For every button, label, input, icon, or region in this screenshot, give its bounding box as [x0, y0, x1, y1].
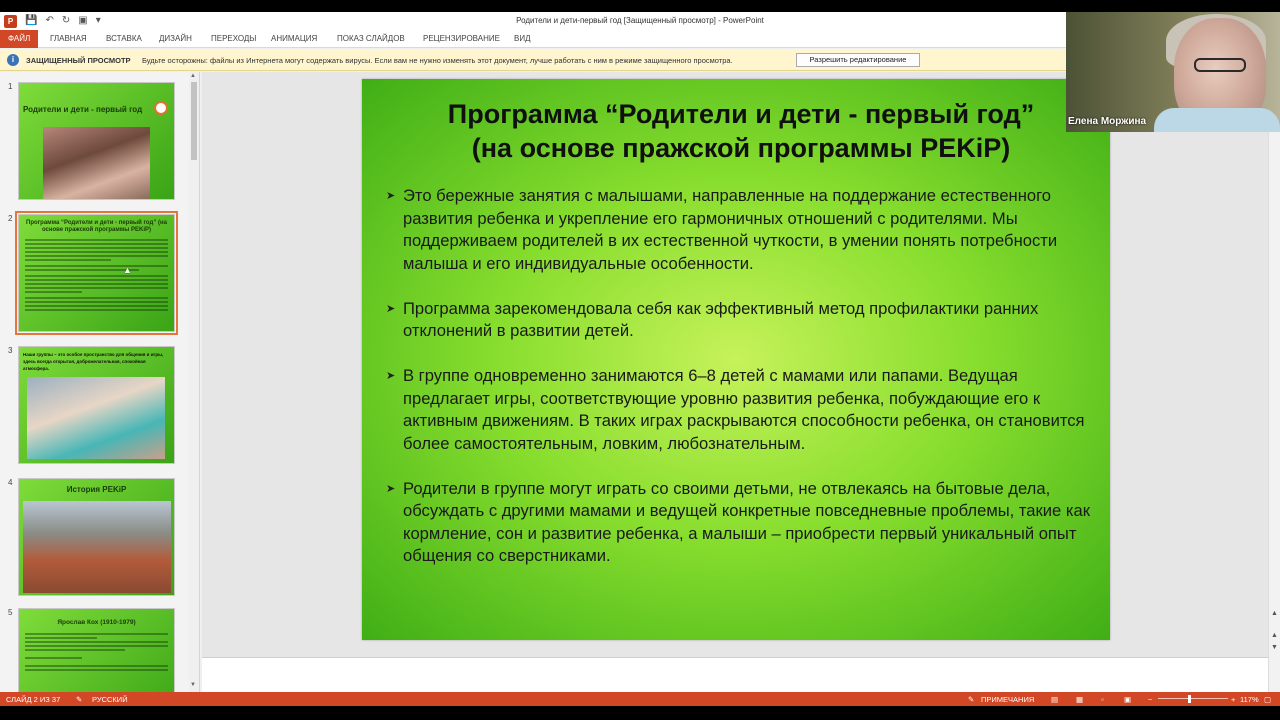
thumb-title: Наши группы – это особое пространство для общения и игры, здесь всегда открытая, доброжелательная, спокойная атмосфера.: [23, 352, 164, 371]
thumb-number: 4: [8, 478, 13, 487]
tab-design[interactable]: ДИЗАЙН: [159, 34, 192, 43]
webcam-glasses: [1194, 58, 1246, 72]
reading-view-icon[interactable]: ▫: [1101, 695, 1104, 704]
thumbnails-scrollbar[interactable]: [189, 72, 199, 692]
slide-thumbnail-2[interactable]: [18, 214, 175, 332]
screen-top-strip: [0, 0, 1280, 12]
tab-animation[interactable]: АНИМАЦИЯ: [271, 34, 318, 43]
arrow-bullet-icon: ➤: [386, 370, 396, 382]
shield-info-icon: i: [7, 54, 19, 66]
participant-name: Елена Моржина: [1068, 116, 1147, 127]
thumb-title: Программа “Родители и дети - первый год” (на основе пражской программы PEKiP): [26, 220, 167, 233]
scroll-up-icon[interactable]: ▲: [1271, 610, 1278, 617]
undo-icon[interactable]: ↶: [45, 15, 54, 26]
tab-home[interactable]: ГЛАВНАЯ: [50, 34, 87, 43]
notes-pane[interactable]: [202, 658, 1268, 692]
bullet-item: [386, 365, 1096, 455]
slide-scrollbar[interactable]: [1268, 72, 1280, 692]
next-slide-icon[interactable]: ▼: [1271, 644, 1278, 651]
prev-slide-icon[interactable]: ▲: [1271, 632, 1278, 639]
webcam-overlay: [1066, 12, 1280, 132]
thumb-number: 5: [8, 608, 13, 617]
slideshow-icon[interactable]: ▣: [78, 15, 88, 26]
bullet-text: В группе одновременно занимаются 6–8 детей с мамами или папами. Ведущая предлагает игры, соответствующие уровню развития ребенка, побуждающие его к активным движениям. В таких играх раскрываются способности ребенка, он становится более самостоятельным, ловким, любознательным.: [403, 366, 1085, 453]
save-icon[interactable]: 💾: [25, 15, 38, 26]
customize-icon[interactable]: ▾: [95, 15, 101, 26]
slide-thumbnail-1[interactable]: [18, 82, 175, 200]
webcam-shirt: [1154, 108, 1280, 132]
thumb-title: Ярослав Кох (1910-1979): [57, 619, 136, 626]
spellcheck-icon[interactable]: ✎: [76, 695, 83, 704]
slide-sorter-icon[interactable]: ▦: [1076, 695, 1084, 704]
language-indicator[interactable]: РУССКИЙ: [92, 695, 128, 704]
thumb-photo: [23, 501, 171, 593]
thumb-text-lines: [25, 239, 168, 313]
slide-title-line-2: (на основе пражской программы PEKiP): [471, 133, 1011, 163]
thumb-title: Родители и дети - первый год: [23, 105, 143, 114]
thumb-photo: [43, 127, 150, 199]
tab-insert[interactable]: ВСТАВКА: [106, 34, 142, 43]
redo-icon[interactable]: ↻: [61, 15, 71, 26]
protected-view-title: ЗАЩИЩЕННЫЙ ПРОСМОТР: [26, 56, 131, 65]
zoom-slider-handle[interactable]: [1188, 695, 1191, 703]
slide-body[interactable]: [386, 185, 1096, 590]
slide-thumbnail-3[interactable]: [18, 346, 175, 464]
zoom-out-icon[interactable]: −: [1148, 695, 1153, 704]
powerpoint-logo-icon: P: [4, 15, 17, 28]
slide-thumbnail-5[interactable]: [18, 608, 175, 692]
tab-view[interactable]: ВИД: [514, 34, 531, 43]
bullet-item: [386, 185, 1096, 275]
slide-counter: СЛАЙД 2 ИЗ 37: [6, 695, 61, 704]
slide-title[interactable]: [382, 97, 1100, 165]
scroll-down-icon[interactable]: ▼: [190, 682, 196, 688]
mouse-cursor-icon: ▲: [123, 265, 132, 275]
scroll-thumb[interactable]: [191, 82, 197, 160]
zoom-in-icon[interactable]: +: [1231, 695, 1236, 704]
thumb-text-lines: [25, 633, 168, 673]
bullet-text: Это бережные занятия с малышами, направленные на поддержание естественного развития ребенка и укрепление его гармоничных отношений с родителями. Мы поддерживаем родителей в их естественной чуткости, в умении понять потребности малыша и его индивидуальные особенности.: [403, 186, 1058, 273]
bullet-item: [386, 298, 1096, 343]
thumb-number: 2: [8, 214, 13, 223]
logo-badge-icon: [154, 101, 168, 115]
slide-thumbnail-4[interactable]: [18, 478, 175, 596]
tab-review[interactable]: РЕЦЕНЗИРОВАНИЕ: [423, 34, 500, 43]
slideshow-view-icon[interactable]: ▣: [1124, 695, 1132, 704]
screen-bottom-strip: [0, 706, 1280, 720]
notes-toggle-icon[interactable]: ✎: [968, 695, 975, 704]
thumb-number: 3: [8, 346, 13, 355]
slide-thumbnails-pane: [0, 72, 200, 692]
enable-editing-button[interactable]: Разрешить редактирование: [796, 53, 920, 67]
notes-toggle[interactable]: ПРИМЕЧАНИЯ: [981, 695, 1035, 704]
arrow-bullet-icon: ➤: [386, 482, 396, 495]
tab-slideshow[interactable]: ПОКАЗ СЛАЙДОВ: [337, 34, 405, 43]
normal-view-icon[interactable]: ▤: [1051, 695, 1059, 704]
bullet-text: Родители в группе могут играть со своими детьми, не отвлекаясь на бытовые дела, обсуждать с другими мамами и ведущей конкретные повседневные проблемы, такие как кормление, сон и развитие ребенка, а малыши – приобрести первый уникальный опыт общения со сверстниками.: [403, 478, 1091, 565]
slide-title-line-1: Программа “Родители и дети - первый год”: [447, 99, 1035, 129]
protected-view-message: Будьте осторожны: файлы из Интернета могут содержать вирусы. Если вам не нужно изменять этот документ, лучше работать с ним в режиме защищенного просмотра.: [142, 56, 733, 65]
window-title: Родители и дети-первый год [Защищенный просмотр] - PowerPoint: [516, 16, 764, 25]
scroll-up-icon[interactable]: ▲: [190, 73, 196, 79]
bullet-item: [386, 478, 1096, 568]
bullet-text: Программа зарекомендовала себя как эффективный метод профилактики ранних отклонений в развитии детей.: [403, 298, 1039, 340]
arrow-bullet-icon: ➤: [386, 302, 396, 315]
thumb-photo: [27, 377, 165, 459]
zoom-slider[interactable]: [1158, 698, 1228, 699]
current-slide[interactable]: [362, 79, 1110, 640]
thumb-number: 1: [8, 82, 13, 91]
tab-transitions[interactable]: ПЕРЕХОДЫ: [211, 34, 257, 43]
fit-to-window-icon[interactable]: ▢: [1264, 695, 1272, 704]
arrow-bullet-icon: ➤: [386, 190, 396, 202]
zoom-level[interactable]: 117%: [1240, 695, 1259, 704]
thumb-title: История PEKiP: [66, 485, 127, 494]
status-bar: [0, 692, 1280, 706]
tab-file[interactable]: ФАЙЛ: [0, 30, 38, 48]
